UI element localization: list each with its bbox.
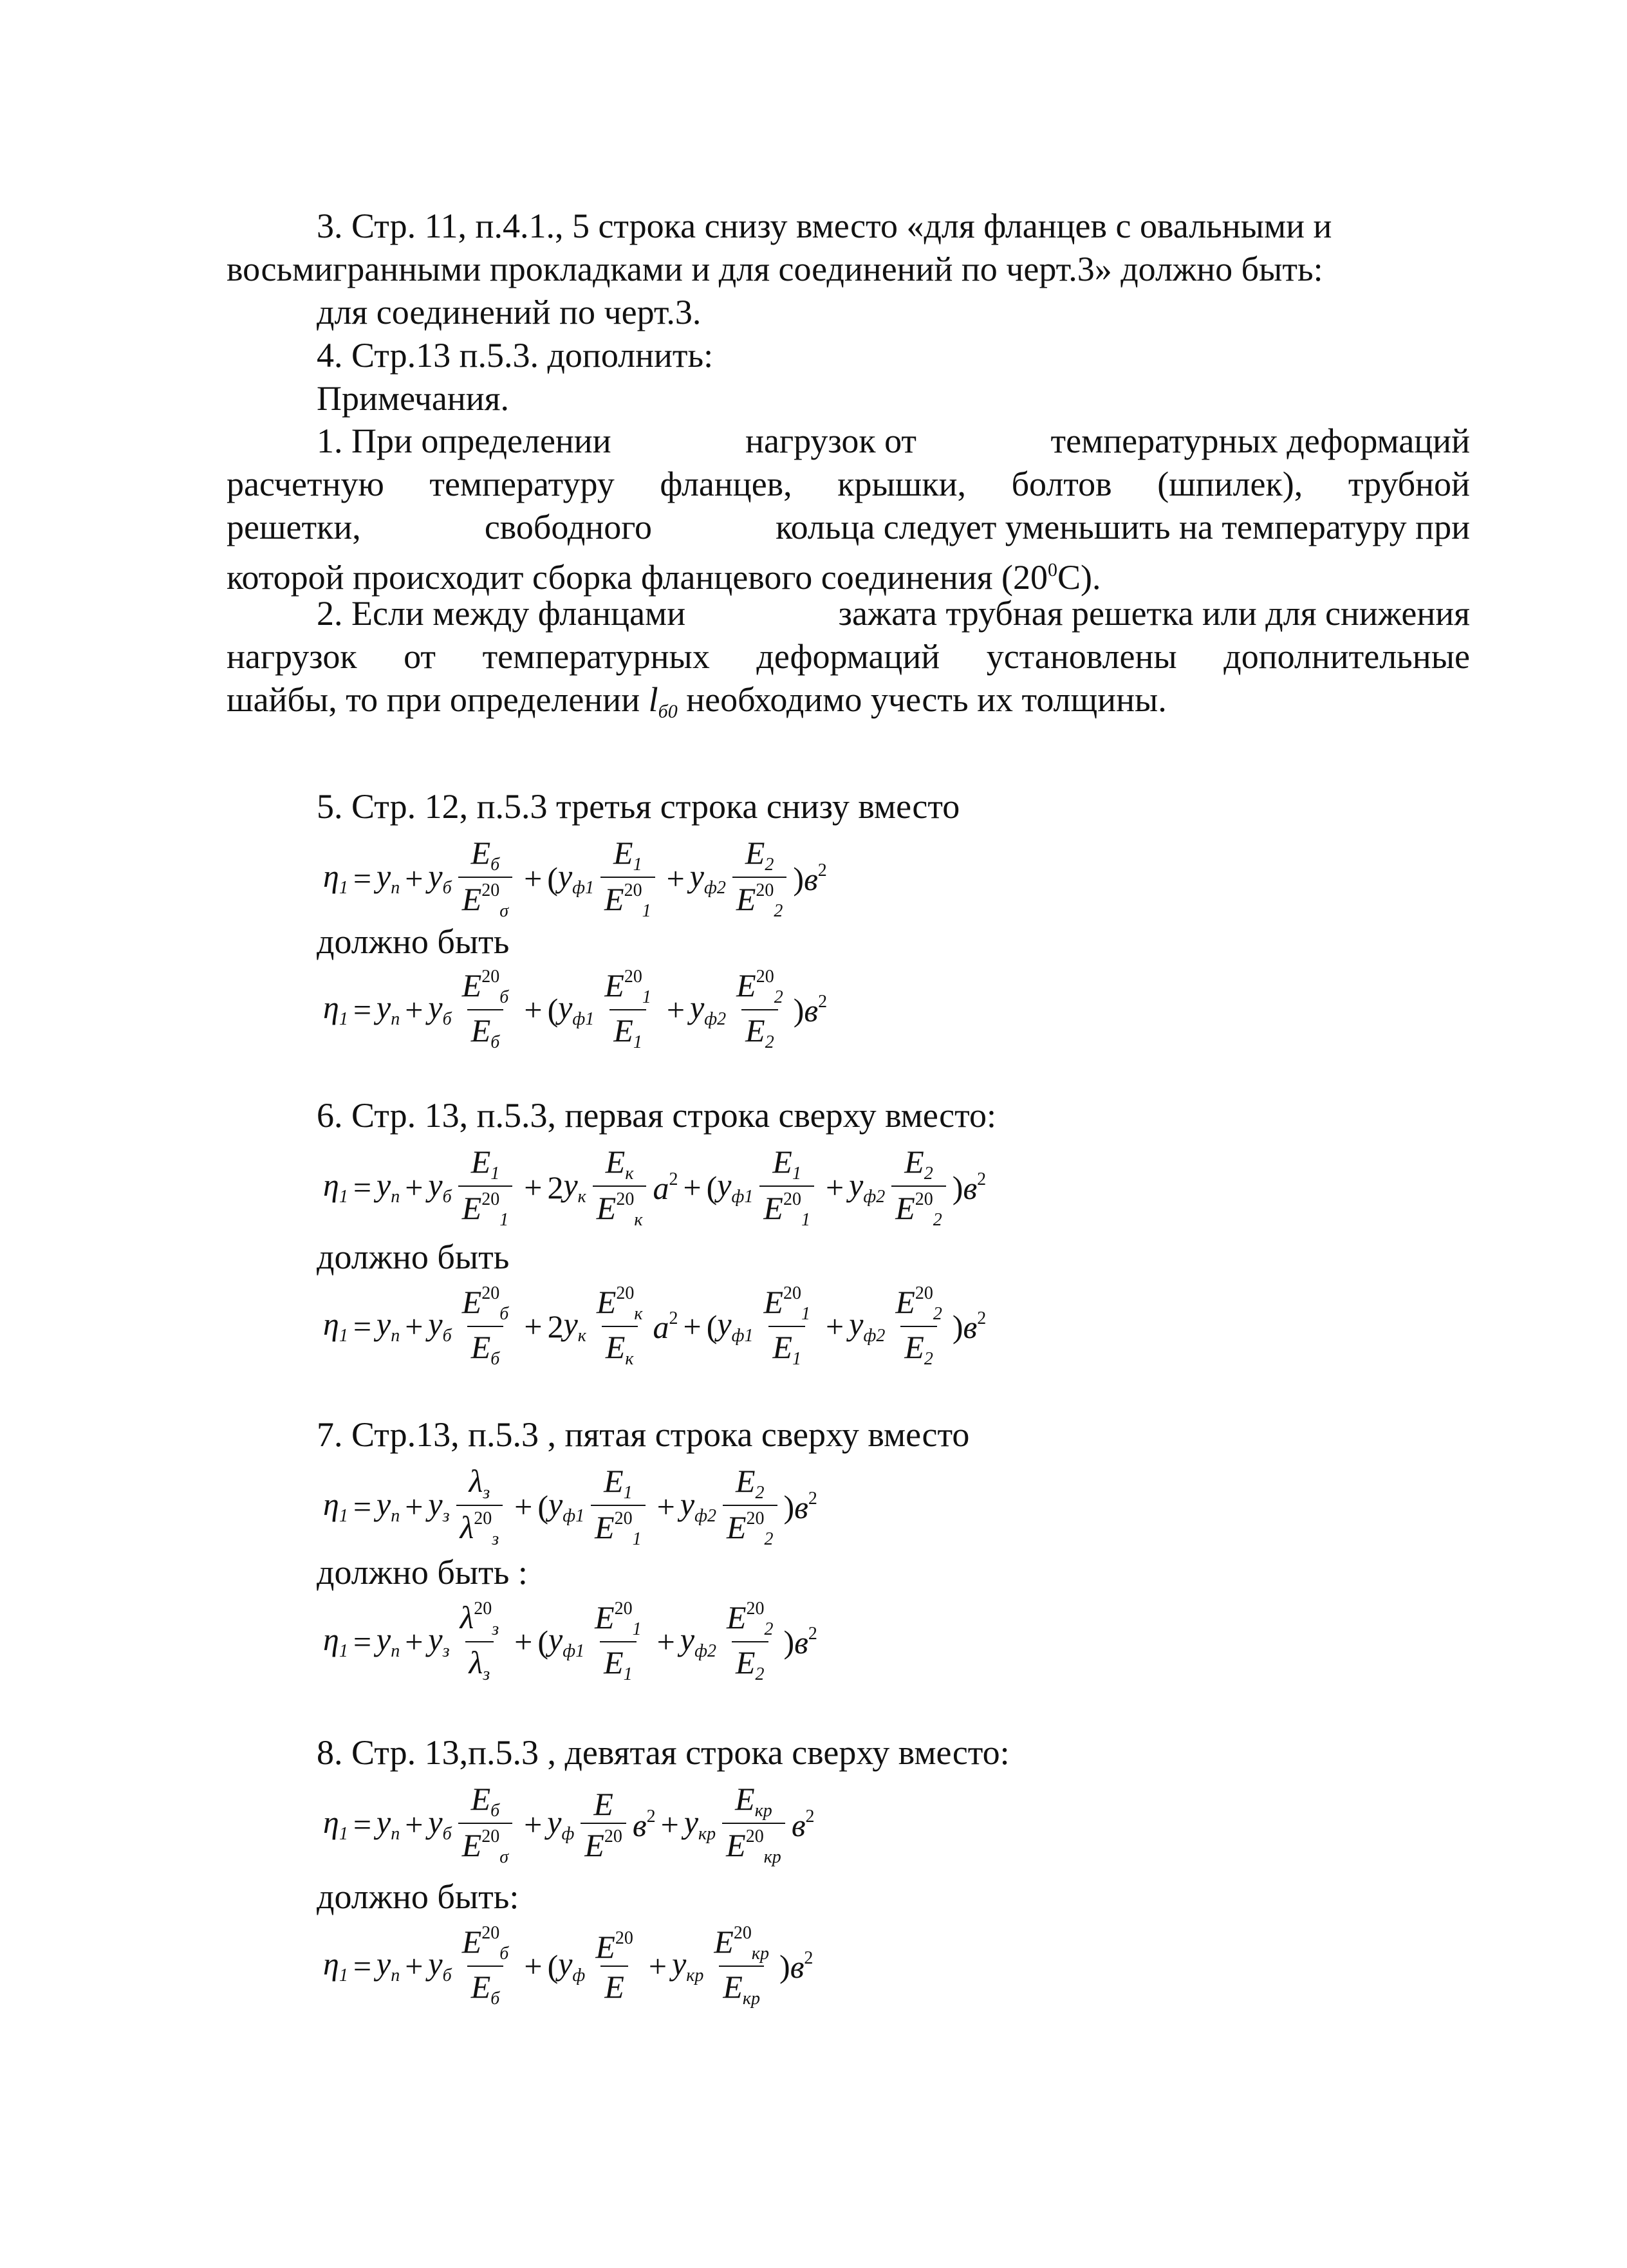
fraction: $\frac{E^{20}_2}{E_2}$	[726, 1599, 774, 1684]
fraction: $\frac{E^{20}_2}{E_2}$	[736, 967, 783, 1052]
fraction: $\frac{\lambda^{20}_з}{\lambda_з}$	[460, 1599, 499, 1684]
paragraph-5-heading: 5. Стр. 12, п.5.3 третья строка снизу вместо	[317, 787, 960, 826]
paragraph-8-heading: 8. Стр. 13,п.5.3 , девятая строка сверху вместо:	[317, 1733, 1010, 1772]
fraction: $\frac{E_{кр}}{E^{20}_{кр}}$	[722, 1783, 785, 1866]
fraction: $\frac{E_2}{E^{20}_2}$	[723, 1465, 777, 1548]
note-2-line-2: нагрузок от температурных деформаций установлены дополнительные	[227, 637, 1470, 676]
fraction: $\frac{E_1}{E^{20}_1}$	[458, 1146, 513, 1229]
fraction: $\frac{E^{20}_к}{E_к}$	[596, 1283, 643, 1369]
fraction: $\frac{E_б}{E^{20}_\sigma}$	[458, 1783, 512, 1866]
fraction: $\frac{E_1}{E^{20}_1}$	[759, 1146, 814, 1229]
note-1-line-2: расчетную температуру фланцев, крышки, болтов (шпилек), трубной	[227, 465, 1470, 503]
paragraph-3-line-2: восьмигранными прокладками и для соединений по черт.3» должно быть:	[227, 250, 1323, 288]
notes-heading: Примечания.	[317, 379, 509, 418]
note-1-line-1: 1. При определении нагрузок от температурных деформаций	[317, 422, 1470, 460]
note-1-line-3: решетки, свободного кольца следует уменьшить на температуру при	[227, 508, 1470, 546]
note-1-line-4: которой происходит сборка фланцевого соединения $(20^0С)$.	[227, 558, 1101, 597]
formula-7-old: $\eta_1$ = $у_п$ + $у_з$ $\frac{\lambda_з}{\lambda^{20}_з}$ + ( $у_{ф1}$ $\frac{E_1}{E^{20}_1}$ + $у_{ф2}$ $\frac{E_2}{E^{20}_2}$ ) $в^2$	[323, 1463, 817, 1549]
fraction: $\frac{\lambda_з}{\lambda^{20}_з}$	[456, 1465, 503, 1548]
formula-6-new: $\eta_1$ = $у_п$ + $у_б$ $\frac{E^{20}_б}{E_б}$ + 2 $у_к$ $\frac{E^{20}_к}{E_к}$ $a^2$ + ( $у_{ф1}$ $\frac{E^{20}_1}{E_1}$ + $у_{ф2}$ $\frac{E^{20}_2}{E_2}$ ) $в^2$	[323, 1283, 987, 1369]
paragraph-4-line-1: 4. Стр.13 п.5.3. дополнить:	[317, 336, 714, 375]
formula-8-new: $\eta_1$ = $у_п$ + $у_б$ $\frac{E^{20}_б}{E_б}$ + ( $у_ф$ $\frac{E^{20}}{E}$ + $у_{кр}$ $\frac{E^{20}_{кр}}{E_{кр}}$ ) $в^2$	[323, 1923, 814, 2009]
fraction: $\frac{E^{20}_б}{E_б}$	[461, 967, 509, 1052]
should-be-label-7: должно быть :	[317, 1553, 528, 1592]
fraction: $\frac{E_2}{E^{20}_2}$	[891, 1146, 946, 1229]
paragraph-7-heading: 7. Стр.13, п.5.3 , пятая строка сверху вместо	[317, 1415, 970, 1454]
fraction: $\frac{E^{20}}{E}$	[595, 1928, 633, 2005]
formula-7-new: $\eta_1$ = $у_п$ + $у_з$ $\frac{\lambda^{20}_з}{\lambda_з}$ + ( $у_{ф1}$ $\frac{E^{20}_1}{E_1}$ + $у_{ф2}$ $\frac{E^{20}_2}{E_2}$ ) $в^2$	[323, 1599, 817, 1684]
note-2-line-1: 2. Если между фланцами зажата трубная решетка или для снижения	[317, 594, 1470, 633]
fraction: $\frac{E^{20}_1}{E_1}$	[763, 1283, 811, 1369]
paragraph-3-line-3: для соединений по черт.3.	[317, 293, 702, 331]
fraction: $\frac{E_1}{E^{20}_1}$	[600, 837, 655, 920]
paragraph-3-line-1: 3. Стр. 11, п.4.1., 5 строка снизу вместо «для фланцев с овальными и	[317, 207, 1332, 245]
fraction: $\frac{E^{20}_{кр}}{E_{кр}}$	[714, 1923, 770, 2009]
paragraph-6-heading: 6. Стр. 13, п.5.3, первая строка сверху вместо:	[317, 1096, 997, 1135]
should-be-label-5: должно быть	[317, 922, 510, 961]
fraction: $\frac{E^{20}_б}{E_б}$	[461, 1283, 509, 1369]
formula-5-new: $\eta_1$ = $у_п$ + $у_б$ $\frac{E^{20}_б}{E_б}$ + ( $у_{ф1}$ $\frac{E^{20}_1}{E_1}$ + $у_{ф2}$ $\frac{E^{20}_2}{E_2}$ ) $в^2$	[323, 967, 828, 1052]
fraction: $\frac{E_б}{E^{20}_\sigma}$	[458, 837, 512, 920]
formula-8-old: $\eta_1$ = $у_п$ + $у_б$ $\frac{E_б}{E^{20}_\sigma}$ + $у_ф$ $\frac{E}{E^{20}}$ $в^2$ + $у_{кр}$ $\frac{E_{кр}}{E^{20}_{кр}}$ $в^2$	[323, 1781, 815, 1867]
fraction: $\frac{E^{20}_1}{E_1}$	[604, 967, 651, 1052]
fraction: $\frac{E^{20}_1}{E_1}$	[595, 1599, 642, 1684]
note-2-line-3: шайбы, то при определении $l_{б0}$ необходимо учесть их толщины.	[227, 680, 1167, 722]
fraction: $\frac{E_2}{E^{20}_2}$	[732, 837, 787, 920]
formula-6-old: $\eta_1$ = $у_п$ + $у_б$ $\frac{E_1}{E^{20}_1}$ + 2 $у_к$ $\frac{E_к}{E^{20}_к}$ $a^2$ + ( $у_{ф1}$ $\frac{E_1}{E^{20}_1}$ + $у_{ф2}$ $\frac{E_2}{E^{20}_2}$ ) $в^2$	[323, 1144, 987, 1230]
fraction: $\frac{E^{20}_2}{E_2}$	[895, 1283, 942, 1369]
fraction: $\frac{E^{20}_б}{E_б}$	[461, 1923, 509, 2009]
fraction: $\frac{E}{E^{20}}$	[581, 1788, 626, 1861]
fraction: $\frac{E_1}{E^{20}_1}$	[591, 1465, 646, 1548]
formula-5-old: $\eta_1$ = $у_п$ + $у_б$ $\frac{E_б}{E^{20}_\sigma}$ + ( $у_{ф1}$ $\frac{E_1}{E^{20}_1}$ + $у_{ф2}$ $\frac{E_2}{E^{20}_2}$ ) $в^2$	[323, 835, 827, 921]
should-be-label-6: должно быть	[317, 1238, 510, 1276]
fraction: $\frac{E_к}{E^{20}_к}$	[593, 1146, 647, 1229]
should-be-label-8: должно быть:	[317, 1877, 519, 1916]
